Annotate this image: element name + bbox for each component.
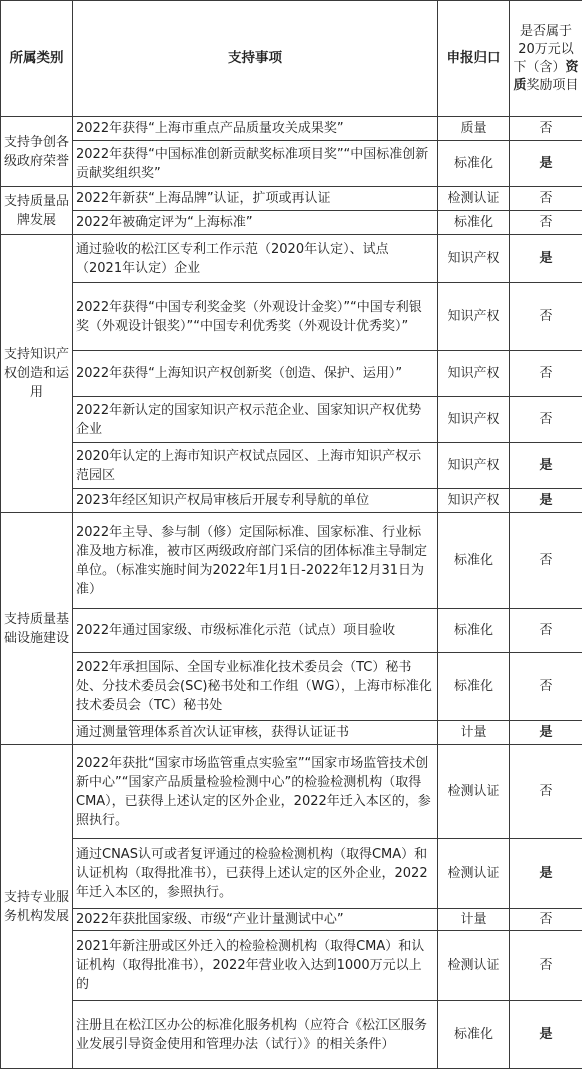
item-cell: 2022年获得“上海知识产权创新奖（创造、保护、运用）”: [73, 351, 438, 397]
table-row: [1, 839, 582, 909]
qualification-cell: 否: [510, 351, 582, 397]
table-row: [1, 909, 582, 931]
header-category: 所属类别: [1, 1, 73, 117]
item-cell: 2022年通过国家级、市级标准化示范（试点）项目验收: [73, 609, 438, 653]
header-item: 支持事项: [73, 1, 438, 117]
item-cell: 通过测量管理体系首次认证审核，获得认证证书: [73, 721, 438, 745]
header-dept: 申报归口: [438, 1, 510, 117]
dept-cell: 标准化: [438, 653, 510, 721]
item-cell: 2022年承担国际、全国专业标准化技术委员会（TC）秘书处、分技术委员会(SC)秘书处和工作组（WG），上海市标准化技术委员会（TC）秘书处: [73, 653, 438, 721]
qualification-cell: 是: [510, 721, 582, 745]
item-cell: 2022年新认定的国家知识产权示范企业、国家知识产权优势企业: [73, 397, 438, 443]
table-row: [1, 397, 582, 443]
item-cell: 2022年获得“上海市重点产品质量攻关成果奖”: [73, 117, 438, 141]
qualification-cell: 否: [510, 653, 582, 721]
header-qual-prefix: 是否属于20万元以下（含）: [513, 23, 574, 75]
item-cell: 2022年获得“中国专利奖金奖（外观设计金奖）”“中国专利银奖（外观设计银奖）”“中国专利优秀奖（外观设计优秀奖）”: [73, 283, 438, 351]
qualification-cell: 是: [510, 1001, 582, 1069]
header-qualification: [510, 1, 582, 117]
category-cell: 支持质量品牌发展: [1, 187, 73, 235]
qualification-cell: 否: [510, 745, 582, 839]
dept-cell: 质量: [438, 117, 510, 141]
header-qual-suffix: 奖励项目: [526, 77, 579, 93]
dept-cell: 检测认证: [438, 931, 510, 1001]
table-row: [1, 653, 582, 721]
category-cell: 支持质量基础设施建设: [1, 513, 73, 745]
qualification-cell: 否: [510, 187, 582, 211]
dept-cell: 计量: [438, 721, 510, 745]
category-cell: 支持争创各级政府荣誉: [1, 117, 73, 187]
table-row: [1, 235, 582, 283]
header-row: [1, 1, 582, 117]
dept-cell: 标准化: [438, 609, 510, 653]
dept-cell: 知识产权: [438, 351, 510, 397]
item-cell: 2022年新获“上海品牌”认证，扩项或再认证: [73, 187, 438, 211]
table-row: [1, 141, 582, 187]
item-cell: 2022年获批国家级、市级“产业计量测试中心”: [73, 909, 438, 931]
table-row: [1, 513, 582, 609]
table-row: [1, 489, 582, 513]
table-row: [1, 211, 582, 235]
table-row: [1, 721, 582, 745]
dept-cell: 知识产权: [438, 283, 510, 351]
table-row: [1, 187, 582, 211]
header-qual-bold: 资质: [513, 59, 579, 93]
item-cell: 通过验收的松江区专利工作示范（2020年认定）、试点（2021年认定）企业: [73, 235, 438, 283]
dept-cell: 标准化: [438, 211, 510, 235]
qualification-cell: 是: [510, 443, 582, 489]
item-cell: 2021年新注册或区外迁入的检验检测机构（取得CMA）和认证机构（取得批准书），2022年营业收入达到1000万元以上的: [73, 931, 438, 1001]
item-cell: 通过CNAS认可或者复评通过的检验检测机构（取得CMA）和认证机构（取得批准书），已获得上述认定的区外企业，2022年迁入本区的，参照执行。: [73, 839, 438, 909]
item-cell: 2022年获批“国家市场监管重点实验室”“国家市场监管技术创新中心”“国家产品质量检验检测中心”的检验检测机构（取得CMA），已获得上述认定的区外企业，2022年迁入本区的，参照执行。: [73, 745, 438, 839]
table-row: [1, 1001, 582, 1069]
category-cell: 支持专业服务机构发展: [1, 745, 73, 1069]
dept-cell: 检测认证: [438, 745, 510, 839]
qualification-cell: 是: [510, 235, 582, 283]
qualification-cell: 否: [510, 283, 582, 351]
dept-cell: 知识产权: [438, 443, 510, 489]
qualification-cell: 否: [510, 931, 582, 1001]
dept-cell: 知识产权: [438, 489, 510, 513]
dept-cell: 知识产权: [438, 235, 510, 283]
table-row: [1, 283, 582, 351]
dept-cell: 计量: [438, 909, 510, 931]
item-cell: 2023年经区知识产权局审核后开展专利导航的单位: [73, 489, 438, 513]
qualification-cell: 否: [510, 117, 582, 141]
item-cell: 2022年获得“中国标准创新贡献奖标准项目奖”“中国标准创新贡献奖组织奖”: [73, 141, 438, 187]
table-row: [1, 931, 582, 1001]
table-row: [1, 609, 582, 653]
dept-cell: 检测认证: [438, 839, 510, 909]
qualification-cell: 否: [510, 909, 582, 931]
table-row: [1, 443, 582, 489]
dept-cell: 标准化: [438, 141, 510, 187]
table-row: [1, 351, 582, 397]
dept-cell: 标准化: [438, 1001, 510, 1069]
dept-cell: 知识产权: [438, 397, 510, 443]
qualification-cell: 否: [510, 513, 582, 609]
qualification-cell: 否: [510, 211, 582, 235]
qualification-cell: 是: [510, 839, 582, 909]
qualification-cell: 否: [510, 397, 582, 443]
qualification-cell: 是: [510, 141, 582, 187]
dept-cell: 检测认证: [438, 187, 510, 211]
dept-cell: 标准化: [438, 513, 510, 609]
qualification-cell: 否: [510, 609, 582, 653]
table-row: [1, 745, 582, 839]
category-cell: 支持知识产权创造和运用: [1, 235, 73, 513]
item-cell: 2020年认定的上海市知识产权试点园区、上海市知识产权示范园区: [73, 443, 438, 489]
item-cell: 注册且在松江区办公的标准化服务机构（应符合《松江区服务业发展引导资金使用和管理办法（试行）》的相关条件）: [73, 1001, 438, 1069]
table-row: [1, 117, 582, 141]
item-cell: 2022年主导、参与制（修）定国际标准、国家标准、行业标准及地方标准，被市区两级政府部门采信的团体标准主导制定单位。（标准实施时间为2022年1月1日-2022年12月31日为准）: [73, 513, 438, 609]
qualification-cell: 是: [510, 489, 582, 513]
item-cell: 2022年被确定评为“上海标准”: [73, 211, 438, 235]
